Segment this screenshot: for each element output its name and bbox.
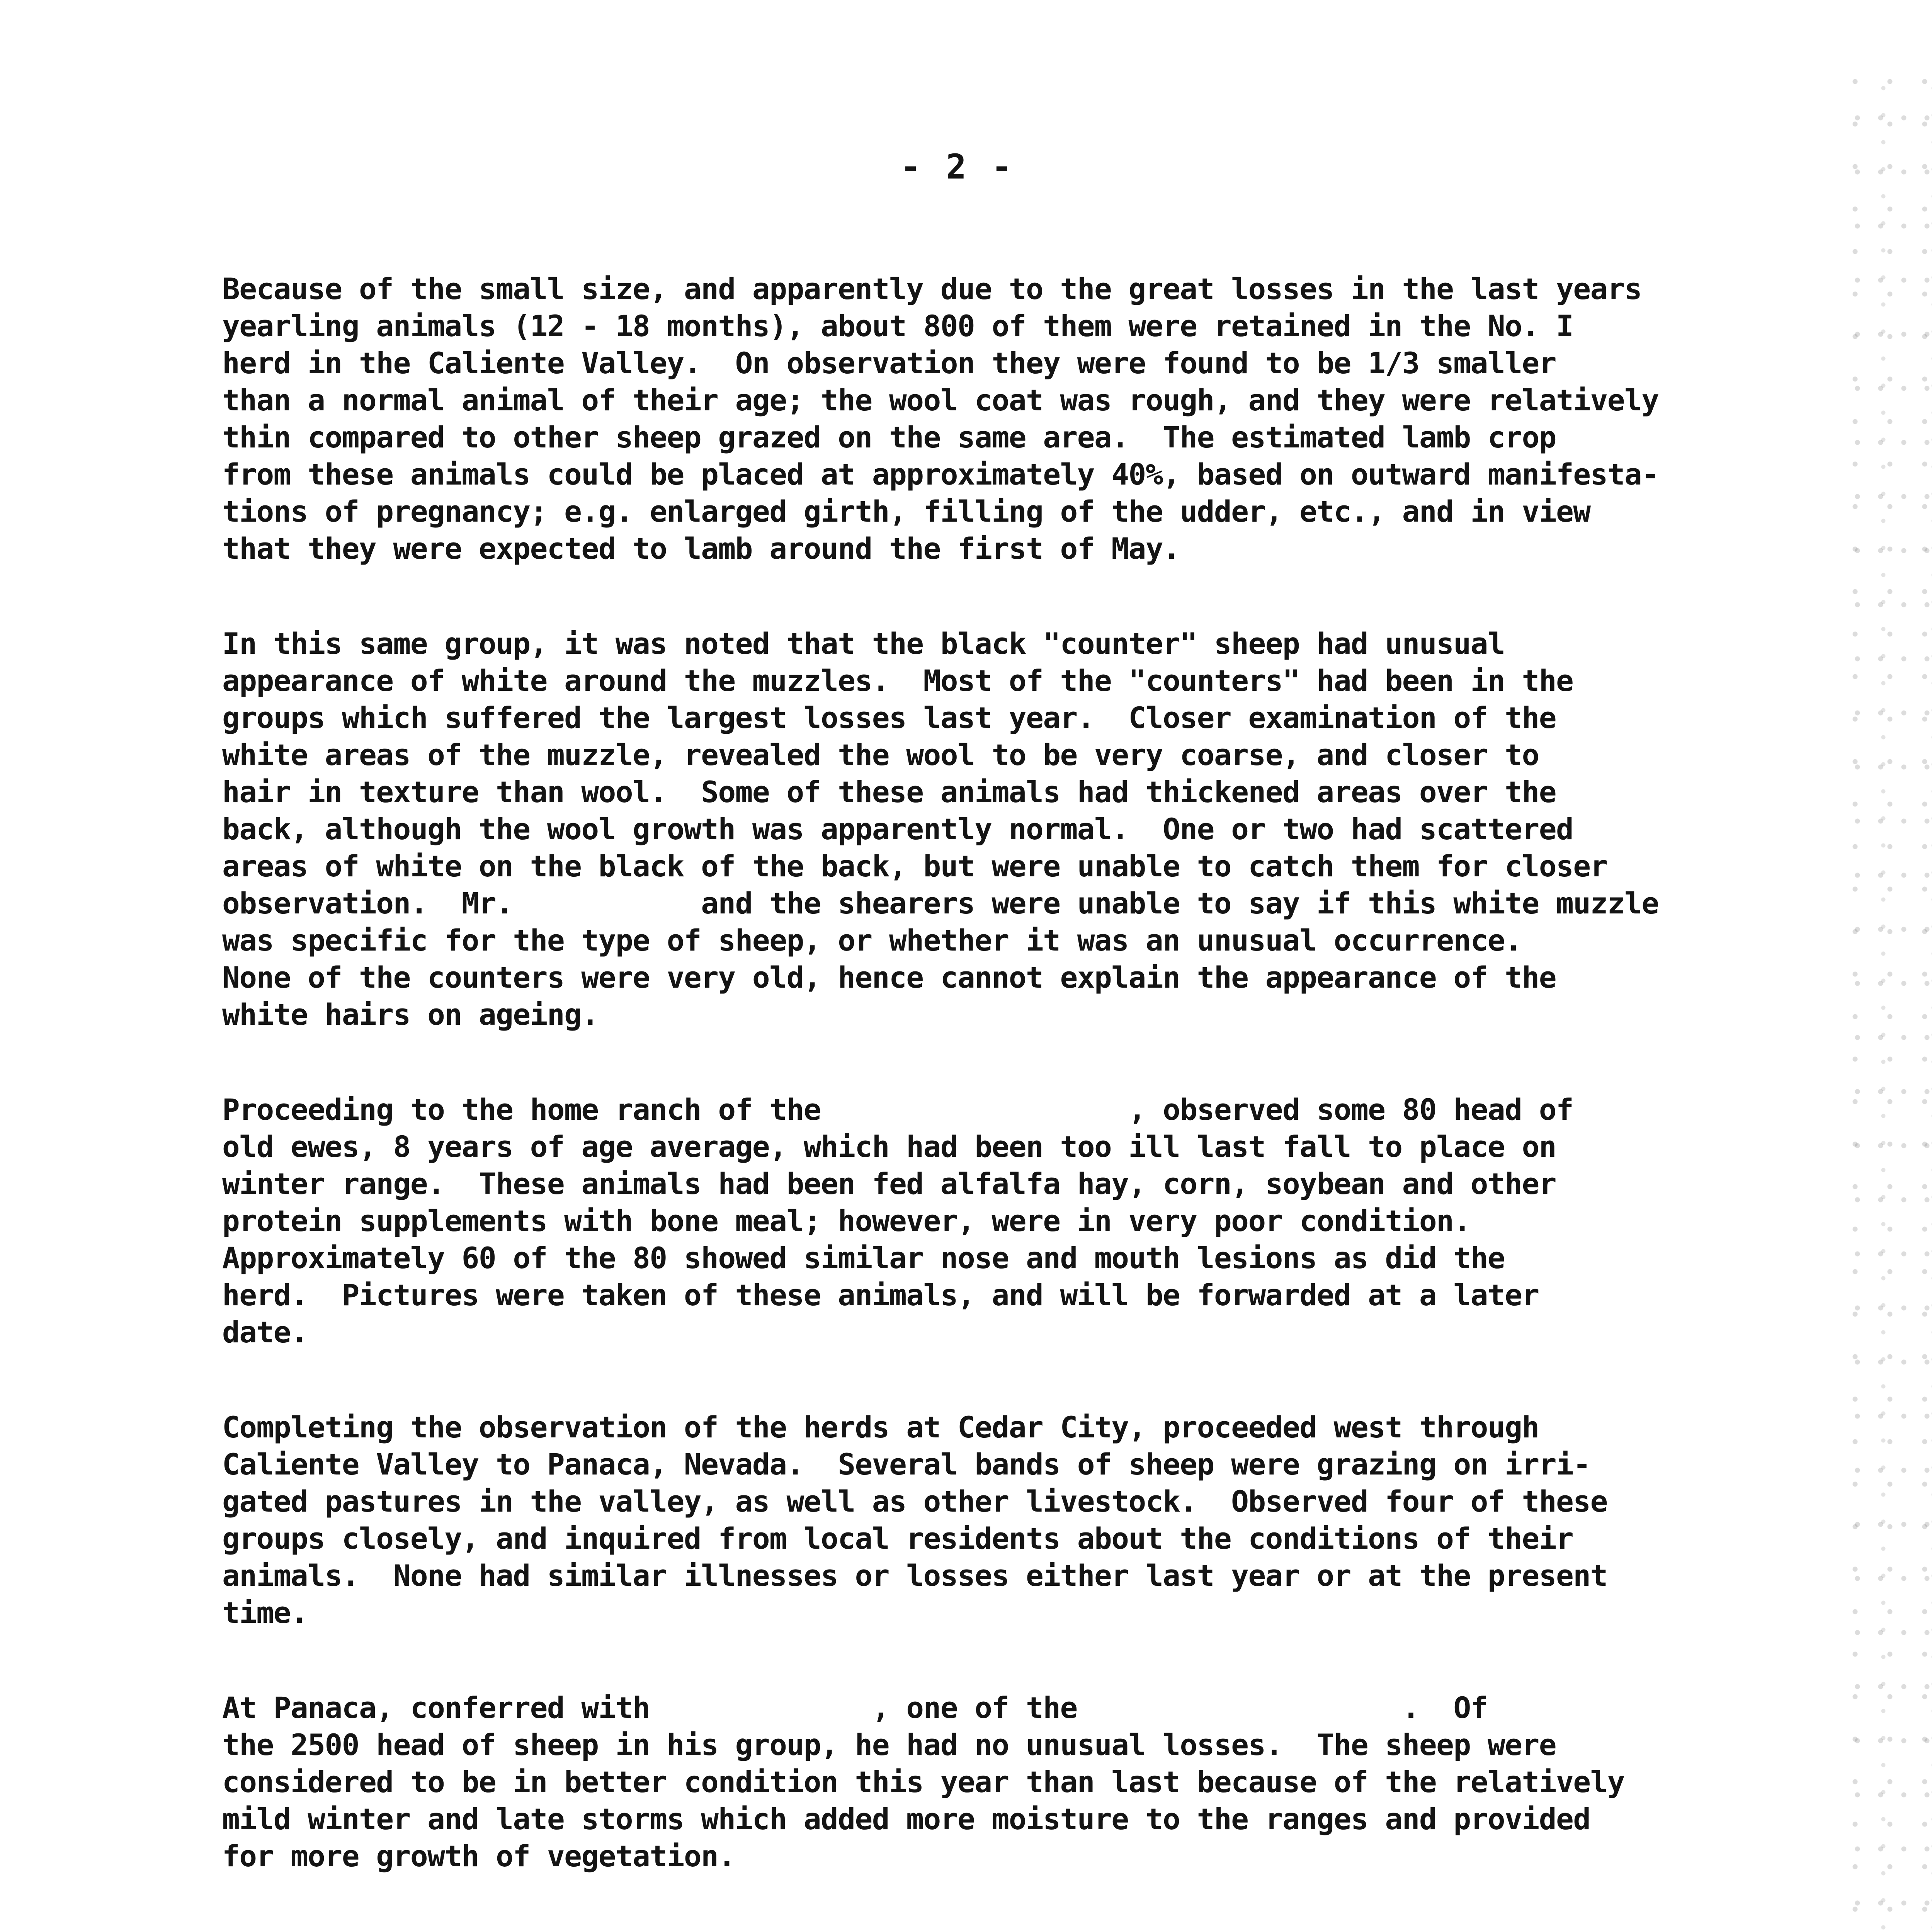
text-line: None of the counters were very old, hence cannot explain the appearance of the <box>222 960 1556 995</box>
text-line: gated pastures in the valley, as well as other livestock. Observed four of these <box>222 1484 1607 1519</box>
text-line: Proceeding to the home ranch of the , observed some 80 head of <box>222 1092 1573 1127</box>
text-line: considered to be in better condition this year than last because of the relatively <box>222 1765 1624 1799</box>
text-line: time. <box>222 1595 308 1630</box>
text-line: back, although the wool growth was apparently normal. One or two had scattered <box>222 812 1573 846</box>
text-line: mild winter and late storms which added more moisture to the ranges and provided <box>222 1802 1590 1836</box>
paragraph-2 <box>222 625 1864 1033</box>
text-line: Approximately 60 of the 80 showed similar nose and mouth lesions as did the <box>222 1241 1505 1275</box>
text-line: than a normal animal of their age; the wool coat was rough, and they were relatively <box>222 383 1659 417</box>
text-line: groups closely, and inquired from local residents about the conditions of their <box>222 1521 1573 1556</box>
text-line: from these animals could be placed at approximately 40%, based on outward manifesta- <box>222 457 1659 492</box>
text-line: that they were expected to lamb around the first of May. <box>222 531 1180 566</box>
paragraph-1 <box>222 270 1864 567</box>
text-line: for more growth of vegetation. <box>222 1839 735 1873</box>
text-line: the 2500 head of sheep in his group, he had no unusual losses. The sheep were <box>222 1728 1556 1762</box>
text-line: winter range. These animals had been fed alfalfa hay, corn, soybean and other <box>222 1167 1556 1201</box>
text-line: white hairs on ageing. <box>222 997 599 1032</box>
text-line: hair in texture than wool. Some of these animals had thickened areas over the <box>222 775 1556 809</box>
text-line: thin compared to other sheep grazed on the same area. The estimated lamb crop <box>222 420 1556 454</box>
paragraph-4 <box>222 1409 1864 1631</box>
text-line: old ewes, 8 years of age average, which had been too ill last fall to place on <box>222 1129 1556 1164</box>
text-line: appearance of white around the muzzles. Most of the "counters" had been in the <box>222 663 1573 698</box>
page-number: - 2 - <box>900 147 1014 187</box>
text-line: observation. Mr. and the shearers were unable to say if this white muzzle <box>222 886 1659 920</box>
text-line: Because of the small size, and apparently due to the great losses in the last years <box>222 272 1642 306</box>
text-line: herd in the Caliente Valley. On observation they were found to be 1/3 smaller <box>222 346 1556 380</box>
text-line: At Panaca, conferred with , one of the . Of <box>222 1690 1488 1725</box>
text-line: animals. None had similar illnesses or losses either last year or at the present <box>222 1558 1607 1593</box>
text-line: date. <box>222 1315 308 1349</box>
text-line: areas of white on the black of the back, but were unable to catch them for closer <box>222 849 1607 883</box>
text-line: white areas of the muzzle, revealed the wool to be very coarse, and closer to <box>222 738 1539 772</box>
body-text <box>222 270 1864 1932</box>
paragraph-5 <box>222 1689 1864 1875</box>
text-line: herd. Pictures were taken of these animals, and will be forwarded at a later <box>222 1278 1539 1312</box>
text-line: Completing the observation of the herds at Cedar City, proceeded west through <box>222 1410 1539 1444</box>
text-line: yearling animals (12 - 18 months), about 800 of them were retained in the No. I <box>222 309 1573 343</box>
text-line: protein supplements with bone meal; however, were in very poor condition. <box>222 1204 1471 1238</box>
text-line: Caliente Valley to Panaca, Nevada. Several bands of sheep were grazing on irri- <box>222 1447 1590 1481</box>
paragraph-3 <box>222 1091 1864 1351</box>
text-line: tions of pregnancy; e.g. enlarged girth, filling of the udder, etc., and in view <box>222 494 1590 529</box>
text-line: groups which suffered the largest losses last year. Closer examination of the <box>222 701 1556 735</box>
text-line: was specific for the type of sheep, or whether it was an unusual occurrence. <box>222 923 1522 957</box>
text-line: In this same group, it was noted that the black "counter" sheep had unusual <box>222 626 1505 661</box>
